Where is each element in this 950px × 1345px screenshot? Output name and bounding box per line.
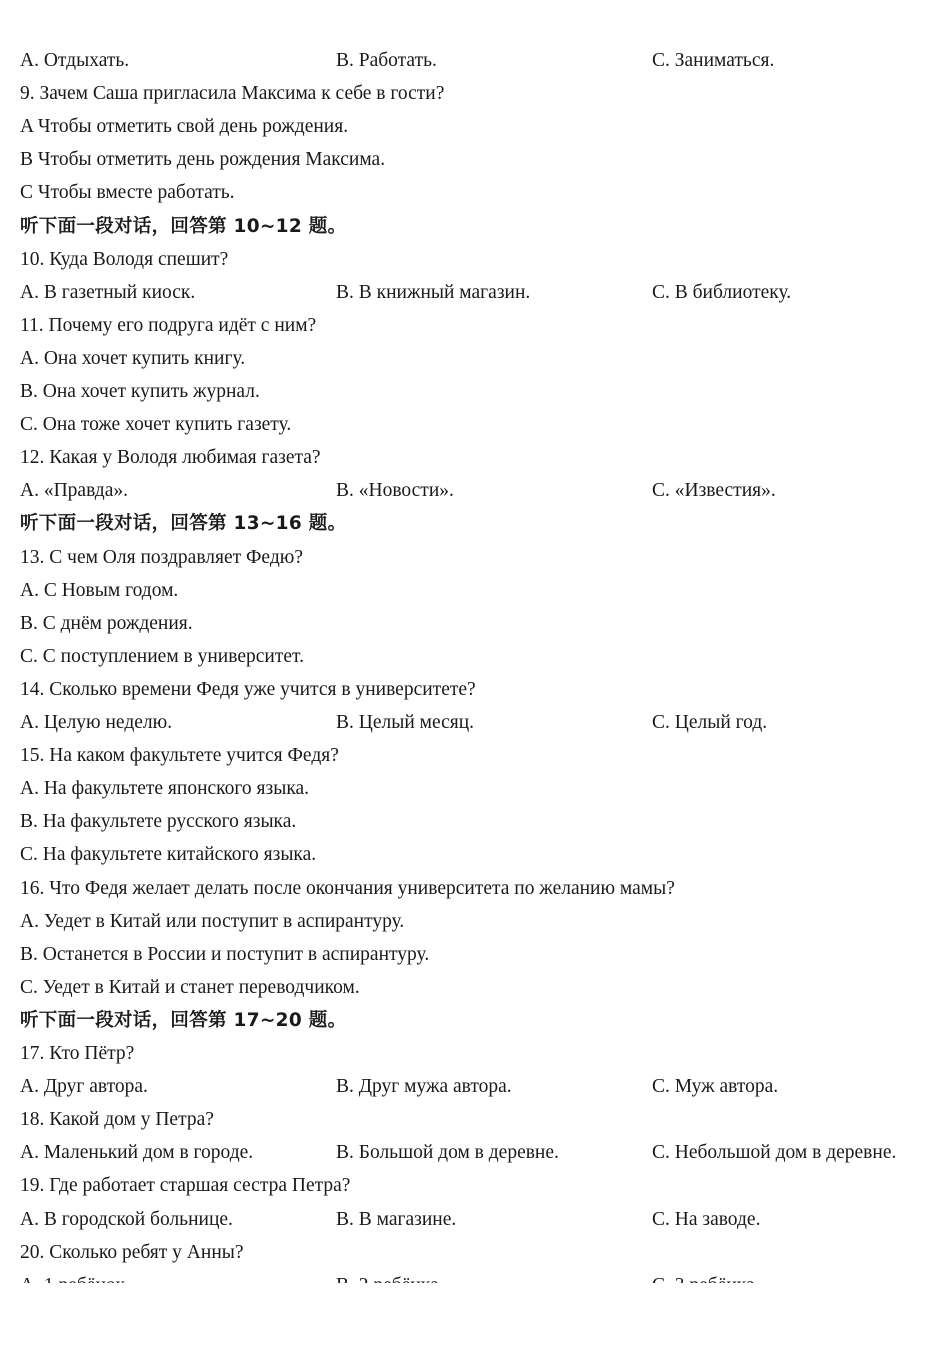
question-text: A. Она хочет купить книгу.	[20, 347, 246, 369]
question-text: B Чтобы отметить день рождения Максима.	[20, 149, 386, 171]
question-text: 11. Почему его подруга идёт с ним?	[20, 314, 317, 336]
section-heading: 听下面一段对话，回答第 13~16 题。	[20, 513, 347, 535]
section-heading: 听下面一段对话，回答第 10~12 题。	[20, 215, 347, 237]
answer-option: A. Маленький дом в городе.	[20, 1142, 254, 1164]
question-text: B. Она хочет купить журнал.	[20, 381, 260, 402]
question-text: 14. Сколько времени Федя уже учится в университете?	[20, 678, 476, 700]
question-text: A. С Новым годом.	[20, 579, 179, 601]
answer-options-row	[20, 706, 940, 739]
answer-option: C. Муж автора.	[652, 1076, 779, 1098]
page-bottom-cutoff	[0, 1283, 950, 1345]
question-text: A. Уедет в Китай или поступит в аспирантуру.	[20, 910, 405, 932]
question-text: 13. С чем Оля поздравляет Федю?	[20, 546, 303, 568]
question-text: 19. Где работает старшая сестра Петра?	[20, 1175, 351, 1197]
answer-options-row	[20, 44, 940, 77]
answer-option: B. В книжный магазин.	[336, 281, 531, 303]
question-text: B. Останется в России и поступит в аспирантуру.	[20, 943, 430, 965]
question-text: B. С днём рождения.	[20, 612, 193, 634]
question-text: 9. Зачем Саша пригласила Максима к себе в гости?	[20, 83, 445, 105]
answer-option: C. «Известия».	[652, 480, 776, 502]
question-text: C Чтобы вместе работать.	[20, 182, 235, 204]
question-text: A Чтобы отметить свой день рождения.	[20, 116, 349, 138]
question-text: 20. Сколько ребят у Анны?	[20, 1241, 244, 1263]
answer-option: A. Отдыхать.	[20, 50, 130, 71]
answer-option: A. Целую неделю.	[20, 712, 173, 733]
answer-option: B. Работать.	[336, 50, 437, 71]
question-text: 17. Кто Пётр?	[20, 1043, 135, 1064]
answer-option: B. Друг мужа автора.	[336, 1076, 512, 1098]
question-text: 15. На каком факультете учится Федя?	[20, 745, 339, 767]
answer-options-row	[20, 276, 940, 309]
question-text: C. На факультете китайского языка.	[20, 844, 317, 866]
answer-option: A. «Правда».	[20, 480, 128, 502]
answer-option: A. Друг автора.	[20, 1076, 148, 1098]
answer-options-row	[20, 1070, 940, 1103]
question-text: C. С поступлением в университет.	[20, 645, 304, 667]
answer-options-row	[20, 474, 940, 507]
answer-options-row	[20, 1203, 940, 1236]
answer-option: C. Целый год.	[652, 712, 768, 733]
question-text: 10. Куда Володя спешит?	[20, 248, 229, 270]
question-text: 12. Какая у Володя любимая газета?	[20, 447, 321, 469]
question-text: A. На факультете японского языка.	[20, 778, 310, 800]
answer-option: C. В библиотеку.	[652, 281, 792, 303]
answer-option: C. Небольшой дом в деревне.	[652, 1142, 897, 1164]
answer-option: C. Заниматься.	[652, 50, 775, 71]
question-text: C. Уедет в Китай и станет переводчиком.	[20, 976, 360, 998]
answer-option: B. Большой дом в деревне.	[336, 1142, 559, 1164]
section-heading: 听下面一段对话，回答第 17~20 题。	[20, 1009, 347, 1031]
question-text: 16. Что Федя желает делать после окончания университета по желанию мамы?	[20, 877, 675, 899]
answer-options-row	[20, 1136, 940, 1169]
answer-option: B. Целый месяц.	[336, 712, 475, 733]
answer-option: B. «Новости».	[336, 480, 454, 502]
question-text: B. На факультете русского языка.	[20, 811, 297, 833]
question-text: 18. Какой дом у Петра?	[20, 1109, 214, 1131]
answer-option: C. На заводе.	[652, 1208, 761, 1230]
answer-option: A. В городской больнице.	[20, 1208, 233, 1230]
answer-option: B. В магазине.	[336, 1208, 457, 1230]
question-text: C. Она тоже хочет купить газету.	[20, 414, 292, 436]
answer-option: A. В газетный киоск.	[20, 281, 196, 303]
